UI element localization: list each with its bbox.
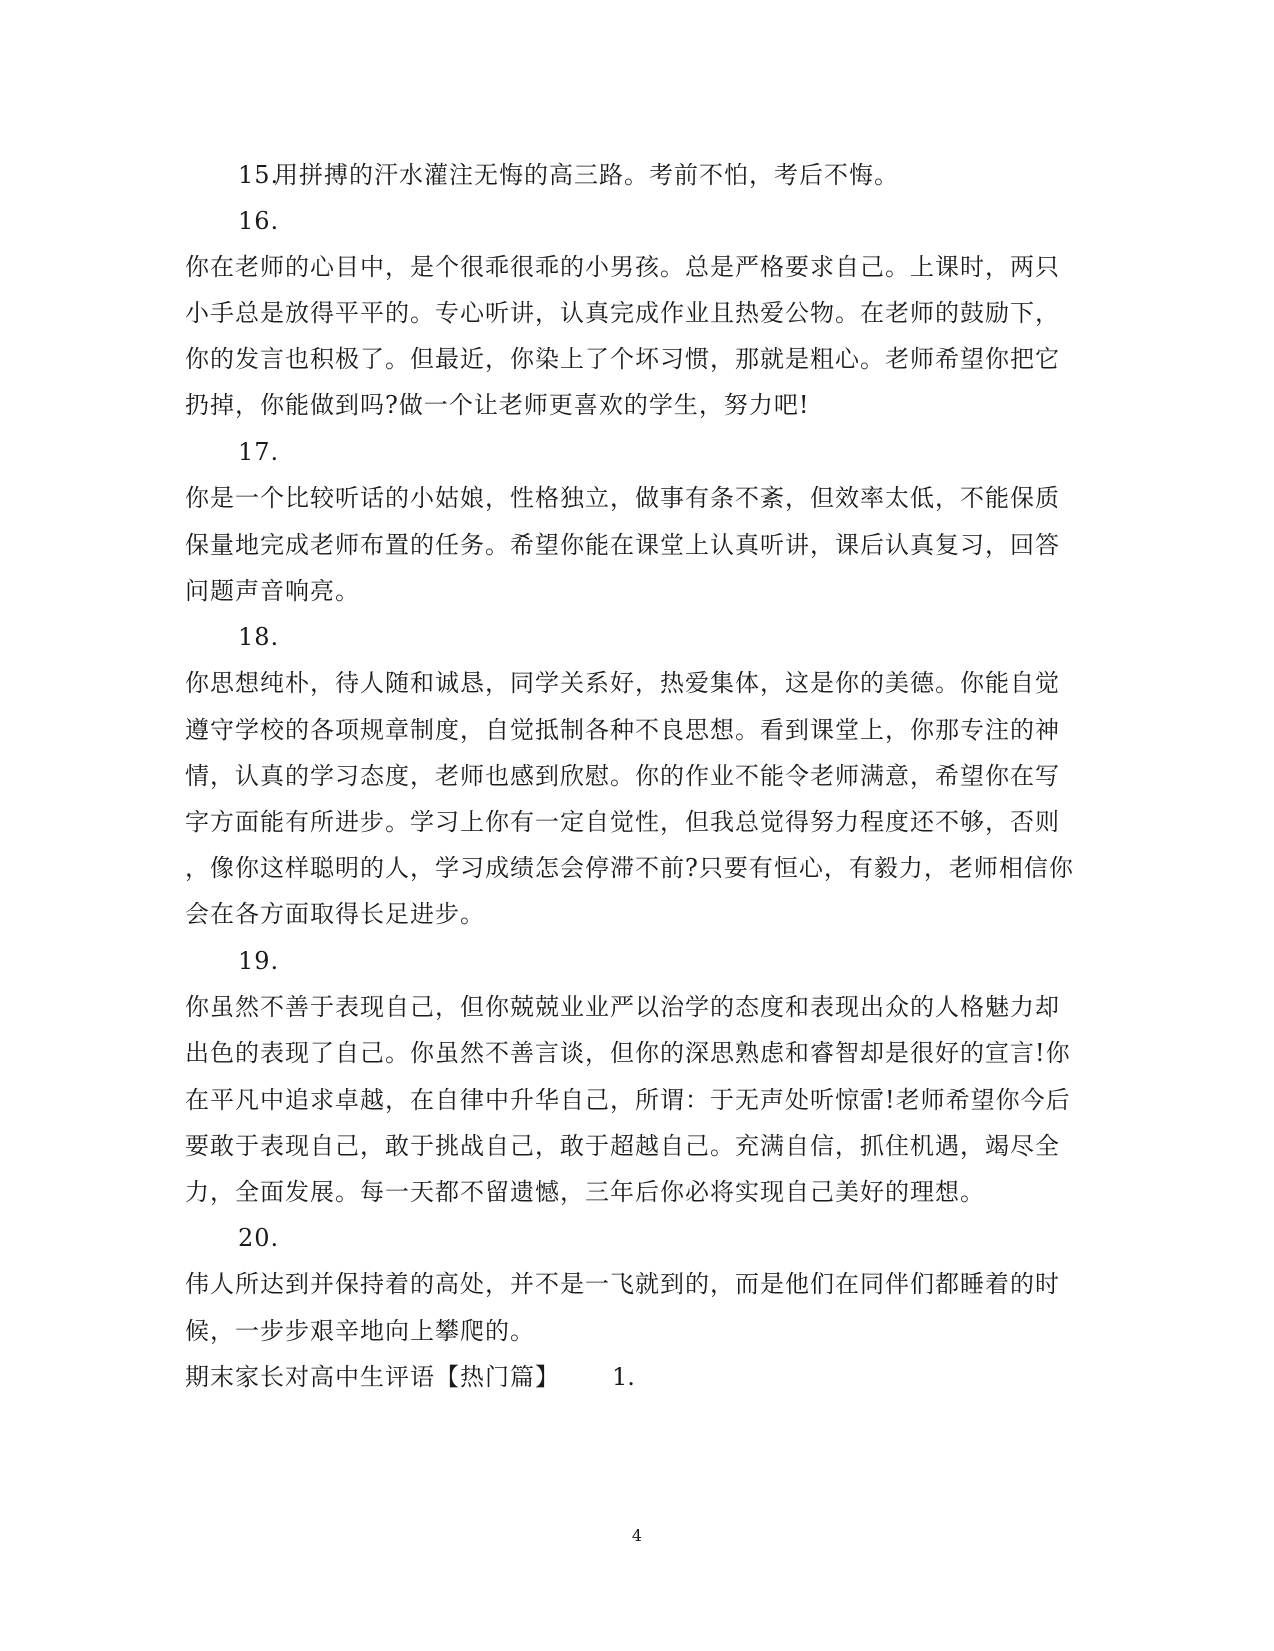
item-16-number: 16. — [238, 207, 280, 235]
item-18-line: 你思想纯朴，待人随和诚恳，同学关系好，热爱集体，这是你的美德。你能自觉 — [185, 669, 1060, 697]
item-17-number: 17. — [238, 438, 280, 466]
item-20-line: 候，一步步艰辛地向上攀爬的。 — [185, 1317, 535, 1345]
item-18-line: 遵守学校的各项规章制度，自觉抵制各种不良思想。看到课堂上，你那专注的神 — [185, 716, 1060, 744]
item-16-line: 你在老师的心目中，是个很乖很乖的小男孩。总是严格要求自己。上课时，两只 — [185, 253, 1060, 281]
item-18-line: ，像你这样聪明的人，学习成绩怎会停滞不前?只要有恒心，有毅力，老师相信你 — [185, 854, 1074, 882]
item-16-line: 小手总是放得平平的。专心听讲，认真完成作业且热爱公物。在老师的鼓励下， — [185, 299, 1060, 327]
item-19-line: 力，全面发展。每一天都不留遗憾，三年后你必将实现自己美好的理想。 — [185, 1178, 985, 1206]
item-19-line: 出色的表现了自己。你虽然不善言谈，但你的深思熟虑和睿智却是很好的宣言!你 — [185, 1039, 1071, 1067]
item-17-line: 你是一个比较听话的小姑娘，性格独立，做事有条不紊，但效率太低，不能保质 — [185, 484, 1060, 512]
item-18-line: 会在各方面取得长足进步。 — [185, 900, 485, 928]
item-19-line: 你虽然不善于表现自己，但你兢兢业业严以治学的态度和表现出众的人格魅力却 — [185, 993, 1060, 1021]
item-16-line: 你的发言也积极了。但最近，你染上了个坏习惯，那就是粗心。老师希望你把它 — [185, 345, 1060, 373]
item-18-number: 18. — [238, 623, 280, 651]
item-17-line: 问题声音响亮。 — [185, 577, 360, 605]
item-20-line: 伟人所达到并保持着的高处，并不是一飞就到的，而是他们在同伴们都睡着的时 — [185, 1270, 1060, 1298]
item-19-number: 19. — [238, 947, 280, 975]
item-15-number: 15. — [238, 161, 280, 189]
item-16-line: 扔掉，你能做到吗?做一个让老师更喜欢的学生，努力吧! — [185, 391, 810, 419]
item-15-text: 用拼搏的汗水灌注无悔的高三路。考前不怕，考后不悔。 — [274, 161, 899, 189]
item-18-line: 情，认真的学习态度，老师也感到欣慰。你的作业不能令老师满意，希望你在写 — [185, 762, 1060, 790]
item-19-line: 在平凡中追求卓越，在自律中升华自己，所谓：于无声处听惊雷!老师希望你今后 — [185, 1086, 1071, 1114]
item-17-line: 保量地完成老师布置的任务。希望你能在课堂上认真听讲，课后认真复习，回答 — [185, 531, 1060, 559]
item-18-line: 字方面能有所进步。学习上你有一定自觉性，但我总觉得努力程度还不够，否则 — [185, 808, 1060, 836]
section-heading: 期末家长对高中生评语【热门篇】 — [185, 1363, 560, 1391]
item-19-line: 要敢于表现自己，敢于挑战自己，敢于超越自己。充满自信，抓住机遇，竭尽全 — [185, 1132, 1060, 1160]
section-heading-number: 1. — [612, 1363, 635, 1391]
page-number: 4 — [631, 1526, 643, 1545]
item-20-number: 20. — [238, 1224, 280, 1252]
